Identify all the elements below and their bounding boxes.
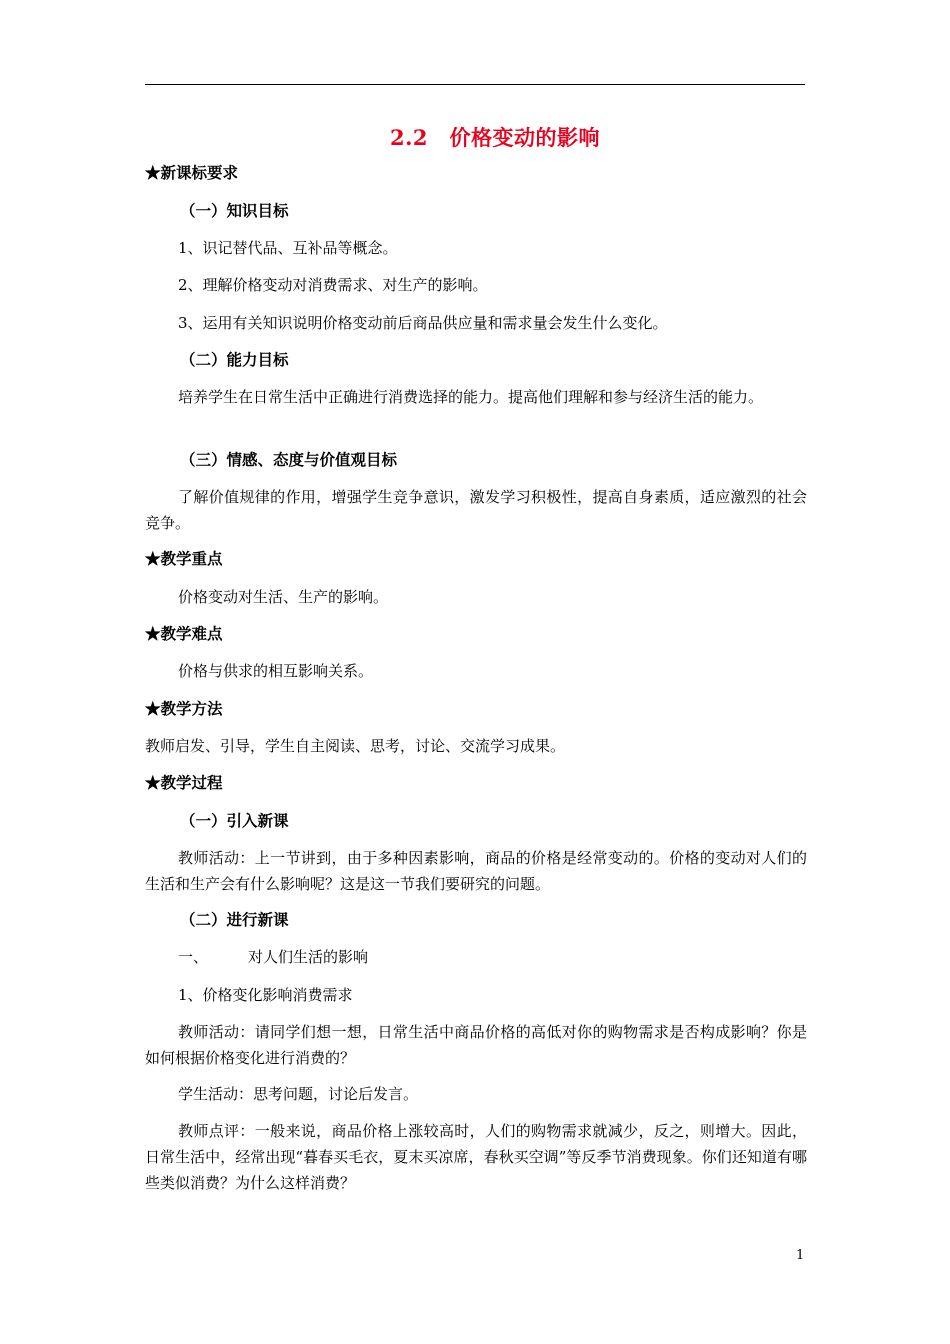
knowledge-item-2: 2、理解价格变动对消费需求、对生产的影响。 [178, 276, 488, 294]
sub-heading-1: 1、价格变化影响消费需求 [178, 986, 353, 1004]
heading-key-point: ★教学重点 [145, 549, 223, 568]
teacher-question-paragraph: 教师活动：请同学们想一想，日常生活中商品价格的高低对你的购物需求是否构成影响？你是如何根据价格变化进行消费的？ [145, 1023, 807, 1067]
page-number: 1 [796, 1248, 805, 1263]
heading-intro: （一）引入新课 [180, 811, 289, 830]
heading-difficulty: ★教学难点 [145, 624, 223, 643]
difficulty-text: 价格与供求的相互影响关系。 [178, 662, 374, 680]
emotion-paragraph: 了解价值规律的作用，增强学生竞争意识，激发学习积极性，提高自身素质，适应激烈的社会竞争。 [145, 488, 807, 532]
part1-number: 一、 [178, 948, 209, 966]
heading-ability-goal: （二）能力目标 [180, 350, 289, 369]
page-title: 2.2 价格变动的影响 [389, 125, 601, 150]
part1-heading [178, 944, 368, 970]
part1-title: 对人们生活的影响 [248, 948, 369, 966]
key-point-text: 价格变动对生活、生产的影响。 [178, 588, 389, 606]
heading-new-lesson: （二）进行新课 [180, 910, 289, 929]
knowledge-item-3: 3、运用有关知识说明价格变动前后商品供应量和需求量会发生什么变化。 [178, 314, 668, 332]
heading-method: ★教学方法 [145, 699, 223, 718]
teacher-comment-paragraph: 教师点评：一般来说，商品价格上涨较高时，人们的购物需求就减少，反之，则增大。因此，日常生活中，经常出现“暮春买毛衣，夏末买凉席，春秋买空调”等反季节消费现象。你们还知道有哪些类似消费？为什么这样消费？ [145, 1122, 807, 1192]
ability-paragraph: 培养学生在日常生活中正确进行消费选择的能力。提高他们理解和参与经济生活的能力。 [178, 388, 764, 406]
heading-emotion-goal: （三）情感、态度与价值观目标 [180, 450, 398, 469]
knowledge-item-1: 1、识记替代品、互补品等概念。 [178, 239, 398, 257]
student-activity: 学生活动：思考问题，讨论后发言。 [178, 1085, 419, 1103]
heading-curriculum: ★新课标要求 [145, 163, 239, 182]
heading-process: ★教学过程 [145, 773, 223, 792]
heading-knowledge-goal: （一）知识目标 [180, 201, 289, 220]
header-rule [145, 84, 805, 85]
method-text: 教师启发、引导，学生自主阅读、思考，讨论、交流学习成果。 [145, 737, 566, 755]
intro-paragraph: 教师活动：上一节讲到，由于多种因素影响，商品的价格是经常变动的。价格的变动对人们的生活和生产会有什么影响呢？这是这一节我们要研究的问题。 [145, 849, 807, 893]
